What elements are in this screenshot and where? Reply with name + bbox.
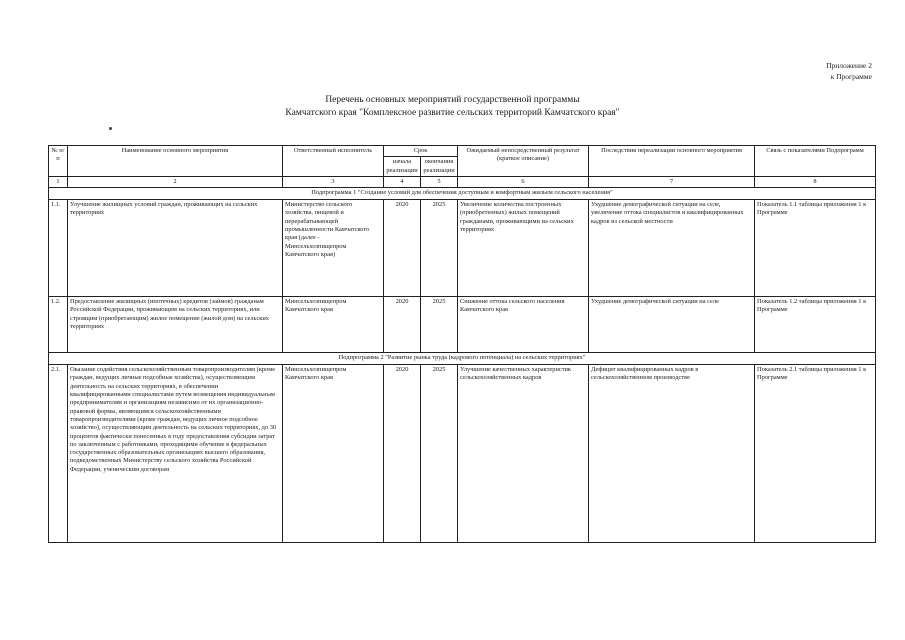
row-end: 2025 <box>421 365 458 543</box>
subprogram-row <box>49 353 876 365</box>
header-term: Срок <box>384 146 458 157</box>
title-line-2: Камчатского края "Комплексное развитие сельских территорий Камчатского края" <box>285 108 620 118</box>
row-executor: Министерство сельского хозяйства, пищевой и перерабатывающей промышленности Камчатского края (далее - Минсельхозпищепром Камчатского края) <box>283 200 384 297</box>
row-link: Показатель 1.1 таблицы приложения 1 к Программе <box>755 200 876 297</box>
column-number: 2 <box>68 176 283 187</box>
row-executor: Минсельхозпищепром Камчатского края <box>283 297 384 353</box>
table-row <box>49 297 876 353</box>
appendix-line-1: Приложение 2 <box>826 61 872 70</box>
column-number: 3 <box>283 176 384 187</box>
row-result: Снижение оттока сельского населения Камчатского края <box>458 297 589 353</box>
row-end: 2025 <box>421 200 458 297</box>
column-number: 7 <box>589 176 755 187</box>
row-result: Улучшение качественных характеристик сельскохозяйственных кадров <box>458 365 589 543</box>
row-num: 1.1. <box>49 200 68 297</box>
header-result: Ожидаемый непосредственный результат (краткое описание) <box>458 146 589 177</box>
row-start: 2020 <box>384 200 421 297</box>
header-end: окончания реализации <box>421 157 458 177</box>
row-name: Улучшение жилищных условий граждан, проживающих на сельских территориях <box>68 200 283 297</box>
title-line-1: Перечень основных мероприятий государственной программы <box>325 95 580 105</box>
row-consequences: Ухудшение демографической ситуации на селе, увеличение оттока специалистов и квалифицированных кадров из сельской местности <box>589 200 755 297</box>
header-link: Связь с показателями Подпрограмм <box>755 146 876 177</box>
document-title <box>0 94 905 120</box>
header-consequences: Последствия нереализации основного мероприятия <box>589 146 755 177</box>
subprogram-2-title: Подпрограмма 2 "Развитие рынка труда (кадрового потенциала) на сельских территориях" <box>49 353 876 365</box>
subprogram-row <box>49 188 876 200</box>
header-name: Наименование основного мероприятия <box>68 146 283 177</box>
row-num: 2.1. <box>49 365 68 543</box>
table-row <box>49 365 876 543</box>
table-row <box>49 200 876 297</box>
row-end: 2025 <box>421 297 458 353</box>
subprogram-1-title: Подпрограмма 1 "Создание условий для обеспечения доступным и комфортным жильем сельского населения" <box>49 188 876 200</box>
column-numbers-row <box>49 176 876 187</box>
header-start: начала реализации <box>384 157 421 177</box>
row-executor: Минсельхозпищепром Камчатского края <box>283 365 384 543</box>
column-number: 1 <box>49 176 68 187</box>
row-start: 2020 <box>384 365 421 543</box>
row-consequences: Дефицит квалифицированных кадров в сельскохозяйственном производстве <box>589 365 755 543</box>
row-name: Оказание содействия сельскохозяйственным товаропроизводителям (кроме граждан, ведущих личные подсобные хозяйства), осуществляющим деятельность на сельских территориях, в обеспечении квалифицированными специалистами путем возмещения индивидуальным предпринимателям и организациям независимо от их организационно-правовой формы, являющимся сельскохозяйственными товаропроизводителями (кроме граждан, ведущих личное подсобное хозяйство), осуществляющим деятельность на сельских территориях, до 30 процентов фактически понесенных в году предоставления субсидии затрат по заключенным с работниками, проходящими обучение в федеральных государственных образовательных организациях высшего образования, подведомственных Министерству сельского хозяйства Российской Федерации, ученическим договорам <box>68 365 283 543</box>
stray-mark <box>109 127 112 130</box>
row-result: Увеличение количества построенных (приобретенных) жилых помещений гражданами, проживающими на сельских территориях <box>458 200 589 297</box>
row-link: Показатель 2.1 таблицы приложения 1 к Программе <box>755 365 876 543</box>
row-name: Предоставление жилищных (ипотечных) кредитов (займов) гражданам Российской Федерации, проживающим на сельских территориях, или строящим (приобретающим) жилое помещение (жилой дом) на сельских территориях <box>68 297 283 353</box>
measures-table <box>48 145 876 543</box>
header-num: № п/п <box>49 146 68 177</box>
column-number: 5 <box>421 176 458 187</box>
appendix-line-2: к Программе <box>830 72 872 81</box>
row-link: Показатель 1.2 таблицы приложения 1 к Программе <box>755 297 876 353</box>
header-row <box>49 146 876 157</box>
column-number: 6 <box>458 176 589 187</box>
column-number: 4 <box>384 176 421 187</box>
row-start: 2020 <box>384 297 421 353</box>
row-consequences: Ухудшение демографической ситуации на селе <box>589 297 755 353</box>
appendix-note <box>826 60 872 82</box>
row-num: 1.2. <box>49 297 68 353</box>
column-number: 8 <box>755 176 876 187</box>
header-executor: Ответственный исполнитель <box>283 146 384 177</box>
